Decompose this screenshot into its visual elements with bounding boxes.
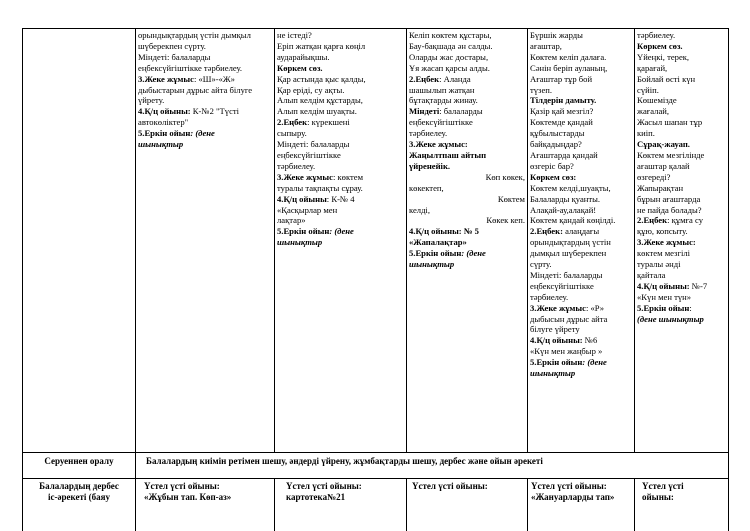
cell-text-segment: Көп көкек, bbox=[485, 171, 525, 182]
cell-text-segment: Бүршік жарды bbox=[530, 30, 583, 40]
cell-text-line bbox=[409, 205, 525, 216]
cell-text-line bbox=[138, 139, 272, 150]
cell-text-line bbox=[138, 95, 272, 106]
cell-text-line bbox=[637, 270, 727, 281]
cell-text-segment: келді, bbox=[409, 204, 430, 215]
cell-text-segment: Балаларды қуанты. bbox=[530, 193, 601, 204]
cell-text-line bbox=[637, 95, 727, 106]
cell-text-line bbox=[637, 41, 727, 52]
column-divider bbox=[22, 28, 23, 531]
cell-text-segment: 3.Жеке жұмыс bbox=[530, 302, 586, 313]
row-label-independent-line2: іс-әрекеті (баяу bbox=[48, 492, 110, 502]
cell-text-line bbox=[530, 248, 633, 259]
cell-text-line bbox=[409, 74, 525, 85]
board-game-label: Үстел үсті ойыны: bbox=[412, 481, 488, 491]
column-divider bbox=[527, 478, 528, 531]
cell-text-line bbox=[138, 30, 272, 41]
cell-text-segment: Еріп жатқан қарға көңіл bbox=[277, 40, 366, 51]
cell-text-line bbox=[637, 172, 727, 183]
cell-text-segment: : (дене bbox=[190, 128, 215, 139]
cell-text-segment: ағаштар қалай bbox=[637, 160, 690, 171]
cell-text-segment: №-7 bbox=[689, 280, 708, 291]
cell-text-segment: Алып келдім шуақты. bbox=[277, 106, 357, 117]
cell-text-segment: 4.Қ/ц ойыны: bbox=[530, 335, 583, 346]
cell-text-segment: Көктем келіп далаға. bbox=[530, 51, 607, 62]
row-divider bbox=[22, 452, 728, 453]
column-divider bbox=[634, 28, 635, 452]
cell-text-segment: үйрету. bbox=[138, 95, 165, 106]
cell-text-segment: Қар еріді, су ақты. bbox=[277, 84, 345, 95]
cell-text-line bbox=[277, 41, 404, 52]
cell-text-line bbox=[409, 30, 525, 41]
activity-cell-day5 bbox=[637, 30, 727, 324]
cell-text-segment: : (дене bbox=[461, 248, 486, 259]
cell-text-line bbox=[530, 172, 633, 183]
cell-text-segment: Көктем bbox=[497, 193, 525, 204]
cell-text-segment: білуге үйрету bbox=[530, 324, 580, 335]
cell-text-segment: : көктем bbox=[332, 171, 364, 182]
cell-text-line bbox=[277, 205, 404, 216]
cell-text-segment: 3.Жеке жұмыс bbox=[277, 171, 333, 182]
cell-text-line bbox=[409, 128, 525, 139]
cell-text-line bbox=[277, 117, 404, 128]
cell-text-segment: 3.Жеке жұмыс: bbox=[637, 237, 696, 248]
cell-text-line bbox=[138, 52, 272, 63]
cell-text-line bbox=[637, 205, 727, 216]
cell-text-segment: тәрбиелеу. bbox=[530, 291, 569, 302]
cell-text-line bbox=[409, 52, 525, 63]
cell-text-segment: Міндеті: балаларды bbox=[138, 51, 211, 62]
cell-text-segment: Міндеті: балаларды bbox=[277, 139, 350, 150]
cell-text-segment: : «Ш»-«Ж» bbox=[193, 73, 235, 84]
cell-text-line bbox=[530, 324, 633, 335]
row-divider bbox=[22, 478, 728, 479]
cell-text-line bbox=[409, 85, 525, 96]
cell-text-line bbox=[409, 237, 525, 248]
board-game-title: картотека№21 bbox=[286, 492, 346, 502]
cell-text-segment: орындықтардың үстін bbox=[530, 237, 611, 248]
cell-text-segment: 5.Еркін ойын bbox=[277, 226, 330, 237]
cell-text-line bbox=[277, 183, 404, 194]
cell-text-line bbox=[530, 368, 633, 379]
cell-text-segment: 2.Еңбек bbox=[409, 73, 440, 84]
cell-text-segment: 4.Қ/ц ойыны: bbox=[138, 106, 193, 117]
cell-text-segment: аударайықшы. bbox=[277, 51, 330, 62]
cell-text-segment: дыбыстарын дұрыс айта білуге bbox=[138, 84, 253, 95]
cell-text-line bbox=[637, 52, 727, 63]
cell-text-line bbox=[409, 117, 525, 128]
cell-text-line bbox=[409, 248, 525, 259]
column-divider bbox=[274, 478, 275, 531]
cell-text-segment: үйренейік. bbox=[409, 160, 451, 171]
cell-text-segment: «Қасқырлар мен bbox=[277, 204, 338, 215]
cell-text-segment: Бау-бақшада ән салды. bbox=[409, 40, 493, 51]
cell-text-segment: Қар астында қыс қалды, bbox=[277, 73, 366, 84]
cell-text-segment: көкектеп, bbox=[409, 182, 444, 193]
cell-text-segment: құю, копсыту. bbox=[637, 226, 688, 237]
cell-text-line bbox=[530, 117, 633, 128]
cell-text-line bbox=[530, 346, 633, 357]
cell-text-segment: Көктем қандай көңілді. bbox=[530, 215, 616, 226]
cell-text-line bbox=[138, 41, 272, 52]
row-content-walk-return: Балалардың киімін ретімен шешу, әндерді үйрену, жұмбақтарды шешу, дербес және ойын әрекеті bbox=[146, 456, 543, 466]
cell-text-line bbox=[409, 183, 525, 194]
cell-text-line bbox=[530, 41, 633, 52]
cell-text-segment: Көркем сөз. bbox=[277, 62, 323, 73]
cell-text-segment: 5.Еркін ойын bbox=[409, 248, 462, 259]
cell-text-line bbox=[530, 85, 633, 96]
cell-text-segment: Ағаштарда қандай bbox=[530, 149, 598, 160]
cell-text-segment: Бойлай өсті күн bbox=[637, 73, 696, 84]
cell-text-line bbox=[637, 183, 727, 194]
cell-text-segment: Қазір қай мезгіл? bbox=[530, 106, 594, 117]
cell-text-segment: К-№2 "Түсті bbox=[192, 106, 240, 117]
cell-text-line bbox=[138, 106, 272, 117]
cell-text-line bbox=[637, 139, 727, 150]
cell-text-segment: туралы әнді bbox=[637, 259, 681, 270]
board-game-title: ойыны: bbox=[642, 492, 674, 502]
cell-text-line bbox=[277, 226, 404, 237]
column-divider bbox=[527, 28, 528, 452]
cell-text-line bbox=[637, 128, 727, 139]
cell-text-segment: Алып келдім құстарды, bbox=[277, 95, 363, 106]
cell-text-segment: Тілдерін дамыту. bbox=[530, 95, 597, 106]
cell-text-line bbox=[530, 30, 633, 41]
cell-text-line bbox=[277, 139, 404, 150]
board-game-label: Үстел үсті ойыны: bbox=[531, 481, 607, 491]
cell-text-line bbox=[530, 205, 633, 216]
cell-text-segment: : құмға су bbox=[667, 215, 704, 226]
cell-text-line bbox=[637, 117, 727, 128]
cell-text-line bbox=[530, 237, 633, 248]
board-game-label: Үстел үсті ойыны: bbox=[286, 481, 362, 491]
row-label-walk-return: Серуеннен оралу bbox=[44, 456, 114, 466]
cell-text-segment: еңбексүйгіштікке bbox=[530, 280, 594, 291]
cell-text-line bbox=[530, 335, 633, 346]
cell-text-line bbox=[530, 357, 633, 368]
cell-text-line bbox=[637, 292, 727, 303]
table-top-border bbox=[22, 28, 728, 29]
cell-text-line bbox=[637, 63, 727, 74]
cell-text-line bbox=[530, 194, 633, 205]
cell-text-line bbox=[530, 183, 633, 194]
cell-text-segment: еңбексүйгіштікке bbox=[409, 117, 473, 128]
cell-text-line bbox=[530, 63, 633, 74]
cell-text-segment: еңбексүйгіштікке тәрбиелеу. bbox=[138, 62, 243, 73]
cell-text-line bbox=[409, 41, 525, 52]
cell-text-segment: лақтар» bbox=[277, 215, 306, 226]
cell-text-line bbox=[530, 139, 633, 150]
cell-text-line bbox=[277, 237, 404, 248]
cell-text-segment: Сәнін беріп ауланың, bbox=[530, 62, 608, 73]
cell-text-line bbox=[138, 63, 272, 74]
cell-text-line bbox=[277, 52, 404, 63]
cell-text-segment: 3.Жеке жұмыс: bbox=[409, 139, 468, 150]
cell-text-segment: Үйеңкі, терек, bbox=[637, 51, 690, 62]
cell-text-segment: құбылыстарды bbox=[530, 128, 585, 139]
cell-text-segment: 2.Еңбек bbox=[277, 117, 308, 128]
cell-text-segment: шүберекпен сүрту. bbox=[138, 40, 206, 51]
cell-text-segment: 2.Еңбек bbox=[637, 215, 668, 226]
cell-text-segment: еңбексүйгіштікке bbox=[277, 149, 341, 160]
cell-text-line bbox=[637, 161, 727, 172]
cell-text-segment: туралы тақпақты сұрау. bbox=[277, 182, 363, 193]
cell-text-segment: Көкек кеп. bbox=[486, 215, 525, 226]
cell-text-segment: 3.Жеке жұмыс bbox=[138, 73, 194, 84]
cell-text-segment: сүрту. bbox=[530, 259, 552, 270]
cell-text-segment: бұрын ағаштарда bbox=[637, 193, 701, 204]
cell-text-line bbox=[530, 259, 633, 270]
column-divider bbox=[274, 28, 275, 452]
cell-text-segment: сыпыру. bbox=[277, 128, 307, 139]
cell-text-line bbox=[277, 63, 404, 74]
cell-text-segment: не істеді? bbox=[277, 30, 312, 40]
cell-text-line bbox=[138, 74, 272, 85]
cell-text-segment: 5.Еркін ойын bbox=[138, 128, 191, 139]
cell-text-segment: түзеп. bbox=[530, 84, 553, 95]
cell-text-line bbox=[637, 194, 727, 205]
cell-text-line bbox=[530, 270, 633, 281]
cell-text-segment: : (дене bbox=[329, 226, 354, 237]
cell-text-line bbox=[637, 30, 727, 41]
cell-text-line bbox=[409, 95, 525, 106]
cell-text-line bbox=[277, 215, 404, 226]
cell-text-line bbox=[530, 303, 633, 314]
cell-text-segment: қайтала bbox=[637, 269, 666, 280]
cell-text-line bbox=[409, 226, 525, 237]
cell-text-line bbox=[277, 30, 404, 41]
cell-text-segment: Алақай-ау,алақай! bbox=[530, 204, 597, 215]
cell-text-line bbox=[530, 106, 633, 117]
cell-text-segment: не пайда болады? bbox=[637, 204, 702, 215]
cell-text-line bbox=[530, 314, 633, 325]
cell-text-segment: көктем мезгілі bbox=[637, 248, 691, 259]
cell-text-segment: киіп. bbox=[637, 128, 655, 139]
activity-cell-day4 bbox=[530, 30, 633, 379]
cell-text-segment: сүйіп. bbox=[637, 84, 659, 95]
cell-text-segment: 4.Қ/ц ойыны: № 5 bbox=[409, 226, 479, 237]
activity-cell-day3 bbox=[409, 30, 525, 270]
board-game-label: Үстел үсті ойыны: bbox=[144, 481, 220, 491]
column-divider bbox=[728, 28, 729, 531]
cell-text-line bbox=[277, 128, 404, 139]
cell-text-segment: «Күн мен жаңбыр » bbox=[530, 346, 603, 357]
cell-text-line bbox=[530, 95, 633, 106]
cell-text-segment: : bbox=[689, 302, 692, 313]
cell-text-line bbox=[530, 128, 633, 139]
cell-text-line bbox=[530, 292, 633, 303]
cell-text-line bbox=[637, 281, 727, 292]
cell-text-line bbox=[277, 106, 404, 117]
cell-text-line bbox=[277, 172, 404, 183]
cell-text-line bbox=[637, 259, 727, 270]
activity-cell-day2 bbox=[277, 30, 404, 248]
cell-text-line bbox=[409, 139, 525, 150]
cell-text-segment: шашылып жатқан bbox=[409, 84, 475, 95]
cell-text-segment: тәрбиелеу. bbox=[409, 128, 448, 139]
cell-text-segment: «Жапалақтар» bbox=[409, 237, 467, 248]
cell-text-segment: Көркем сөз. bbox=[637, 40, 683, 51]
cell-text-segment: алаңдағы bbox=[562, 226, 600, 237]
cell-text-segment: 5.Еркін ойын bbox=[530, 357, 583, 368]
cell-text-segment: 2.Еңбек: bbox=[530, 226, 563, 237]
board-game-title: «Жануарларды тап» bbox=[531, 492, 615, 502]
cell-text-line bbox=[530, 215, 633, 226]
column-divider bbox=[634, 478, 635, 531]
cell-text-segment: : «Р» bbox=[585, 302, 605, 313]
cell-text-segment: «Күн мен түн» bbox=[637, 291, 692, 302]
cell-text-segment: Ұя жасап қарсы алды. bbox=[409, 62, 490, 73]
cell-text-line bbox=[637, 303, 727, 314]
board-game-title: «Жұбын тап. Көп-аз» bbox=[144, 492, 232, 502]
cell-text-segment: Сұрақ-жауап. bbox=[637, 139, 690, 150]
cell-text-segment: бұтақтарды жинау. bbox=[409, 95, 478, 106]
cell-text-segment: 5.Еркін ойын bbox=[637, 302, 690, 313]
board-game-label: Үстел үсті bbox=[642, 481, 684, 491]
cell-text-line bbox=[409, 150, 525, 161]
cell-text-line bbox=[277, 150, 404, 161]
cell-text-line bbox=[409, 259, 525, 270]
cell-text-line bbox=[138, 128, 272, 139]
cell-text-line bbox=[138, 85, 272, 96]
cell-text-segment: Жаңылтпаш айтып bbox=[409, 149, 487, 160]
cell-text-line bbox=[277, 85, 404, 96]
cell-text-line bbox=[409, 106, 525, 117]
cell-text-segment: Ағаштар тұр бой bbox=[530, 73, 593, 84]
cell-text-line bbox=[530, 150, 633, 161]
cell-text-line bbox=[409, 172, 525, 183]
cell-text-segment: Жасыл шапан тұр bbox=[637, 117, 703, 128]
cell-text-line bbox=[637, 248, 727, 259]
cell-text-line bbox=[138, 117, 272, 128]
cell-text-line bbox=[530, 74, 633, 85]
cell-text-segment: дыбысын дұрыс айта bbox=[530, 313, 608, 324]
cell-text-line bbox=[277, 161, 404, 172]
cell-text-line bbox=[530, 52, 633, 63]
cell-text-segment: орындықтардың үстін дымқыл bbox=[138, 30, 251, 40]
cell-text-segment: шынықтыр bbox=[277, 237, 323, 248]
cell-text-segment: : (дене bbox=[582, 357, 607, 368]
cell-text-segment: тәрбиелеу. bbox=[277, 160, 316, 171]
cell-text-line bbox=[409, 161, 525, 172]
activity-cell-day1 bbox=[138, 30, 272, 150]
cell-text-segment: Көктемде қандай bbox=[530, 117, 593, 128]
cell-text-line bbox=[637, 237, 727, 248]
cell-text-line bbox=[277, 95, 404, 106]
cell-text-segment: Міндеті bbox=[409, 106, 440, 117]
cell-text-line bbox=[637, 85, 727, 96]
cell-text-line bbox=[277, 194, 404, 205]
cell-text-segment: ағаштар, bbox=[530, 40, 562, 51]
cell-text-segment: Көркем сөз: bbox=[530, 171, 577, 182]
row-label-independent-line1: Балалардың дербес bbox=[39, 481, 119, 491]
cell-text-line bbox=[409, 63, 525, 74]
cell-text-segment: : күрекшені bbox=[307, 117, 350, 128]
cell-text-segment: Жапырақтан bbox=[637, 182, 684, 193]
cell-text-line bbox=[530, 226, 633, 237]
cell-text-line bbox=[637, 215, 727, 226]
cell-text-line bbox=[409, 215, 525, 226]
cell-text-segment: (дене шынықтыр bbox=[637, 313, 704, 324]
cell-text-line bbox=[637, 226, 727, 237]
cell-text-line bbox=[409, 194, 525, 205]
cell-text-segment: қарағай, bbox=[637, 62, 668, 73]
cell-text-segment: №6 bbox=[582, 335, 598, 346]
column-divider bbox=[135, 28, 136, 531]
cell-text-line bbox=[637, 106, 727, 117]
cell-text-segment: шынықтыр bbox=[530, 368, 576, 379]
cell-text-segment: автокөліктер" bbox=[138, 117, 189, 128]
cell-text-line bbox=[530, 161, 633, 172]
cell-text-line bbox=[637, 150, 727, 161]
cell-text-segment: Көктем келді,шуақты, bbox=[530, 182, 611, 193]
cell-text-line bbox=[530, 281, 633, 292]
cell-text-segment: шынықтыр bbox=[409, 259, 455, 270]
cell-text-line bbox=[277, 74, 404, 85]
cell-text-line bbox=[637, 314, 727, 325]
cell-text-segment: : балаларды bbox=[439, 106, 483, 117]
cell-text-segment: байқадыңдар? bbox=[530, 139, 582, 150]
cell-text-segment: 4.Қ/ц ойыны bbox=[277, 193, 327, 204]
cell-text-segment: дымқыл шүберекпен bbox=[530, 248, 607, 259]
cell-text-segment: Көшемізде bbox=[637, 95, 677, 106]
cell-text-segment: Міндеті: балаларды bbox=[530, 269, 603, 280]
cell-text-segment: 4.Қ/ц ойыны: bbox=[637, 280, 690, 291]
column-divider bbox=[406, 478, 407, 531]
cell-text-line bbox=[637, 74, 727, 85]
cell-text-segment: : Аланда bbox=[439, 73, 471, 84]
cell-text-segment: : К-№ 4 bbox=[326, 193, 355, 204]
cell-text-segment: Келіп көктем құстары, bbox=[409, 30, 492, 40]
cell-text-segment: Оларды жас достары, bbox=[409, 51, 489, 62]
cell-text-segment: Көктем мезгілінде bbox=[637, 149, 705, 160]
column-divider bbox=[406, 28, 407, 452]
cell-text-segment: жағалай, bbox=[637, 106, 670, 117]
cell-text-segment: өзгеріс бар? bbox=[530, 160, 574, 171]
cell-text-segment: тәрбиелеу. bbox=[637, 30, 676, 40]
cell-text-segment: өзгереді? bbox=[637, 171, 671, 182]
cell-text-segment: шынықтыр bbox=[138, 139, 184, 150]
